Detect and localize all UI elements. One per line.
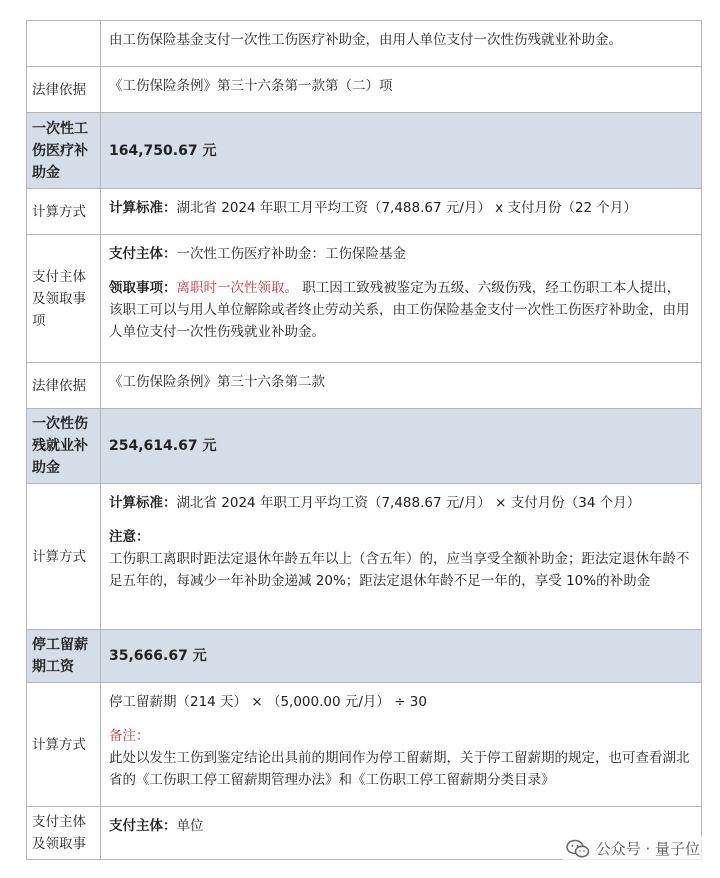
table-row-highlight <box>27 113 702 189</box>
remark-label: 备注： <box>109 728 150 744</box>
item-title: 一次性伤残就业补助金 <box>27 409 101 484</box>
payment-subject-label: 支付主体： <box>109 246 177 262</box>
calc-method <box>101 683 702 807</box>
table-row-highlight <box>27 630 702 683</box>
calc-standard-text: 湖北省 2024 年职工月平均工资（7,488.67 元/月） × 支付月份（34 个月） <box>176 495 641 511</box>
table-row <box>27 67 702 113</box>
legal-basis-text: 《工伤保险条例》第三十六条第一款第（二）项 <box>101 67 702 113</box>
table-row-highlight <box>27 409 702 484</box>
watermark-text: 公众号 · 量子位 <box>595 840 700 858</box>
table-row <box>27 235 702 363</box>
row-label <box>27 21 101 67</box>
payment-subject-text: 一次性工伤医疗补助金：工伤保险基金 <box>176 246 406 262</box>
watermark <box>562 836 704 861</box>
note-label: 注意： <box>109 529 150 545</box>
row-label: 法律依据 <box>27 67 101 113</box>
claim-matters-text: 职工因工致残被鉴定为五级、六级伤残，经工伤职工本人提出，该职工可以与用人单位解除或者终止劳动关系，由工伤保险基金支付一次性工伤医疗补助金，由用人单位支付一次性伤残就业补助金。 <box>109 280 690 340</box>
payment-subject-label: 支付主体： <box>109 818 177 834</box>
claim-matters-highlight: 离职时一次性领取。 <box>176 280 298 296</box>
table-row <box>27 683 702 807</box>
row-label: 计算方式 <box>27 189 101 235</box>
calc-formula: 停工留薪期（214 天） × （5,000.00 元/月） ÷ 30 <box>109 694 427 710</box>
row-label: 支付主体及领取事项 <box>27 235 101 363</box>
claim-matters <box>109 277 693 343</box>
compensation-table <box>26 20 702 860</box>
note-text: 工伤职工离职时距法定退休年龄五年以上（含五年）的，应当享受全额补助金；距法定退休年龄不足五年的，每减少一年补助金递减 20%；距法定退休年龄不足一年的，享受 10%的补助金 <box>109 551 690 589</box>
legal-basis-text: 《工伤保险条例》第三十六条第二款 <box>101 363 702 409</box>
table-row <box>27 484 702 630</box>
payment-claim <box>101 235 702 363</box>
payment-subject <box>109 243 693 265</box>
calc-standard-label: 计算标准： <box>109 495 177 511</box>
calc-method <box>101 189 702 235</box>
amount-value: 164,750.67 元 <box>101 113 702 189</box>
row-text: 由工伤保险基金支付一次性工伤医疗补助金，由用人单位支付一次性伤残就业补助金。 <box>101 21 702 67</box>
row-label: 法律依据 <box>27 363 101 409</box>
remark-text: 此处以发生工伤到鉴定结论出具前的期间作为停工留薪期，关于停工留薪期的规定，也可查看湖北省的《工伤职工停工留薪期管理办法》和《工伤职工停工留薪期分类目录》 <box>109 750 690 788</box>
item-title: 一次性工伤医疗补助金 <box>27 113 101 189</box>
table-row <box>27 363 702 409</box>
item-title: 停工留薪期工资 <box>27 630 101 683</box>
row-label: 支付主体及领取事 <box>27 807 101 860</box>
calc-method <box>101 484 702 630</box>
calc-standard-label: 计算标准： <box>109 200 177 216</box>
table-row <box>27 189 702 235</box>
amount-value: 254,614.67 元 <box>101 409 702 484</box>
row-label: 计算方式 <box>27 484 101 630</box>
wechat-icon <box>566 839 590 859</box>
table-row <box>27 21 702 67</box>
row-label: 计算方式 <box>27 683 101 807</box>
amount-value: 35,666.67 元 <box>101 630 702 683</box>
claim-matters-label: 领取事项： <box>109 280 177 296</box>
payment-subject-text: 单位 <box>176 818 204 834</box>
calc-standard-text: 湖北省 2024 年职工月平均工资（7,488.67 元/月） x 支付月份（22 个月） <box>176 200 637 216</box>
